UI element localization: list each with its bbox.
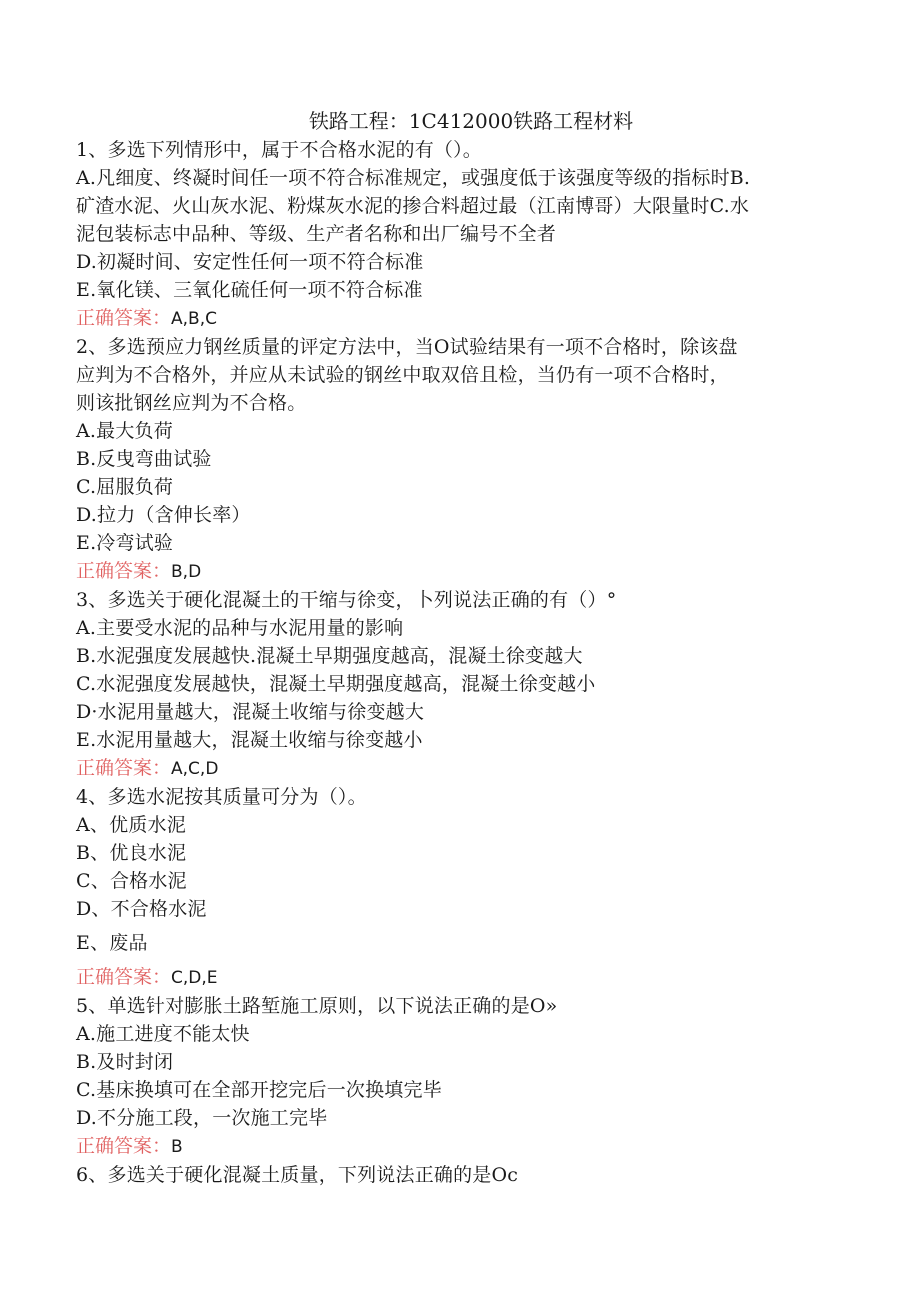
answer-label: 正确答案： [76, 560, 172, 582]
answer-line [76, 557, 836, 586]
question-stem: 6、多选关于硬化混凝土质量，下列说法正确的是Oc [76, 1164, 519, 1186]
question-stem: 2、多选预应力钢丝质量的评定方法中，当O试验结果有一项不合格时，除该盘 [76, 336, 738, 358]
question-2 [76, 333, 836, 586]
option-line: D.拉力（含伸长率） [76, 504, 251, 526]
option-line: A.主要受水泥的品种与水泥用量的影响 [76, 617, 404, 639]
question-stem: 4、多选水泥按其质量可分为（）。 [76, 786, 367, 808]
answer-line [76, 754, 836, 783]
question-stem-cont: 应判为不合格外，并应从未试验的钢丝中取双倍且检，当仍有一项不合格时， [76, 364, 729, 386]
option-line: E.水泥用量越大，混凝土收缩与徐变越小 [76, 729, 423, 751]
option-line: B、优良水泥 [76, 842, 187, 864]
option-line: C.屈服负荷 [76, 476, 174, 498]
option-line: C、合格水泥 [76, 870, 187, 892]
option-line: B.及时封闭 [76, 1051, 174, 1073]
answer-line [76, 304, 836, 333]
answer-line [76, 963, 836, 992]
answer-label: 正确答案： [76, 966, 172, 988]
question-stem: 5、单选针对膨胀土路堑施工原则，以下说法正确的是O» [76, 995, 558, 1017]
option-line: A.凡细度、终凝时间任一项不符合标准规定，或强度低于该强度等级的指标时B. [76, 167, 751, 189]
answer-value: B,D [171, 562, 202, 582]
option-line: D、不合格水泥 [76, 898, 207, 920]
option-line: E.冷弯试验 [76, 532, 174, 554]
option-line: A.最大负荷 [76, 420, 173, 442]
question-3 [76, 586, 836, 783]
question-5 [76, 992, 836, 1161]
option-line: B.水泥强度发展越快.混凝土早期强度越高，混凝土徐变越大 [76, 645, 583, 667]
answer-value: B [171, 1137, 183, 1157]
answer-label: 正确答案： [76, 307, 172, 329]
option-line: D·水泥用量越大，混凝土收缩与徐变越大 [76, 701, 425, 723]
answer-label: 正确答案： [76, 757, 172, 779]
option-line: E、废品 [76, 932, 148, 954]
answer-line [76, 1132, 836, 1161]
option-line: C.基床换填可在全部开挖完后一次换填完毕 [76, 1079, 442, 1101]
question-stem: 1、多选下列情形中，属于不合格水泥的有（）。 [76, 139, 482, 161]
question-4 [76, 783, 836, 992]
option-line: 泥包装标志中品种、等级、生产者名称和出厂编号不全者 [76, 223, 557, 245]
answer-value: A,C,D [171, 759, 219, 779]
option-line: 矿渣水泥、火山灰水泥、粉煤灰水泥的掺合料超过最（江南博哥）大限量时C.水 [76, 195, 750, 217]
option-line: B.反曳弯曲试验 [76, 448, 212, 470]
option-line: E.氧化镁、三氧化硫任何一项不符合标准 [76, 279, 423, 301]
option-line: A.施工进度不能太快 [76, 1023, 250, 1045]
question-stem: 3、多选关于硬化混凝土的干缩与徐变，卜列说法正确的有（）° [76, 589, 617, 611]
answer-label: 正确答案： [76, 1135, 172, 1157]
question-6 [76, 1161, 836, 1189]
question-1 [76, 136, 836, 333]
option-line: D.初凝时间、安定性任何一项不符合标准 [76, 251, 424, 273]
option-line: C.水泥强度发展越快，混凝土早期强度越高，混凝土徐变越小 [76, 673, 596, 695]
page-title: 铁路工程：1C412000铁路工程材料 [308, 109, 634, 133]
option-line: D.不分施工段，一次施工完毕 [76, 1107, 328, 1129]
answer-value: C,D,E [171, 968, 218, 988]
option-line: A、优质水泥 [76, 814, 186, 836]
document-body [76, 106, 836, 1189]
answer-value: A,B,C [171, 309, 217, 329]
question-stem-cont: 则该批钢丝应判为不合格。 [76, 392, 307, 414]
